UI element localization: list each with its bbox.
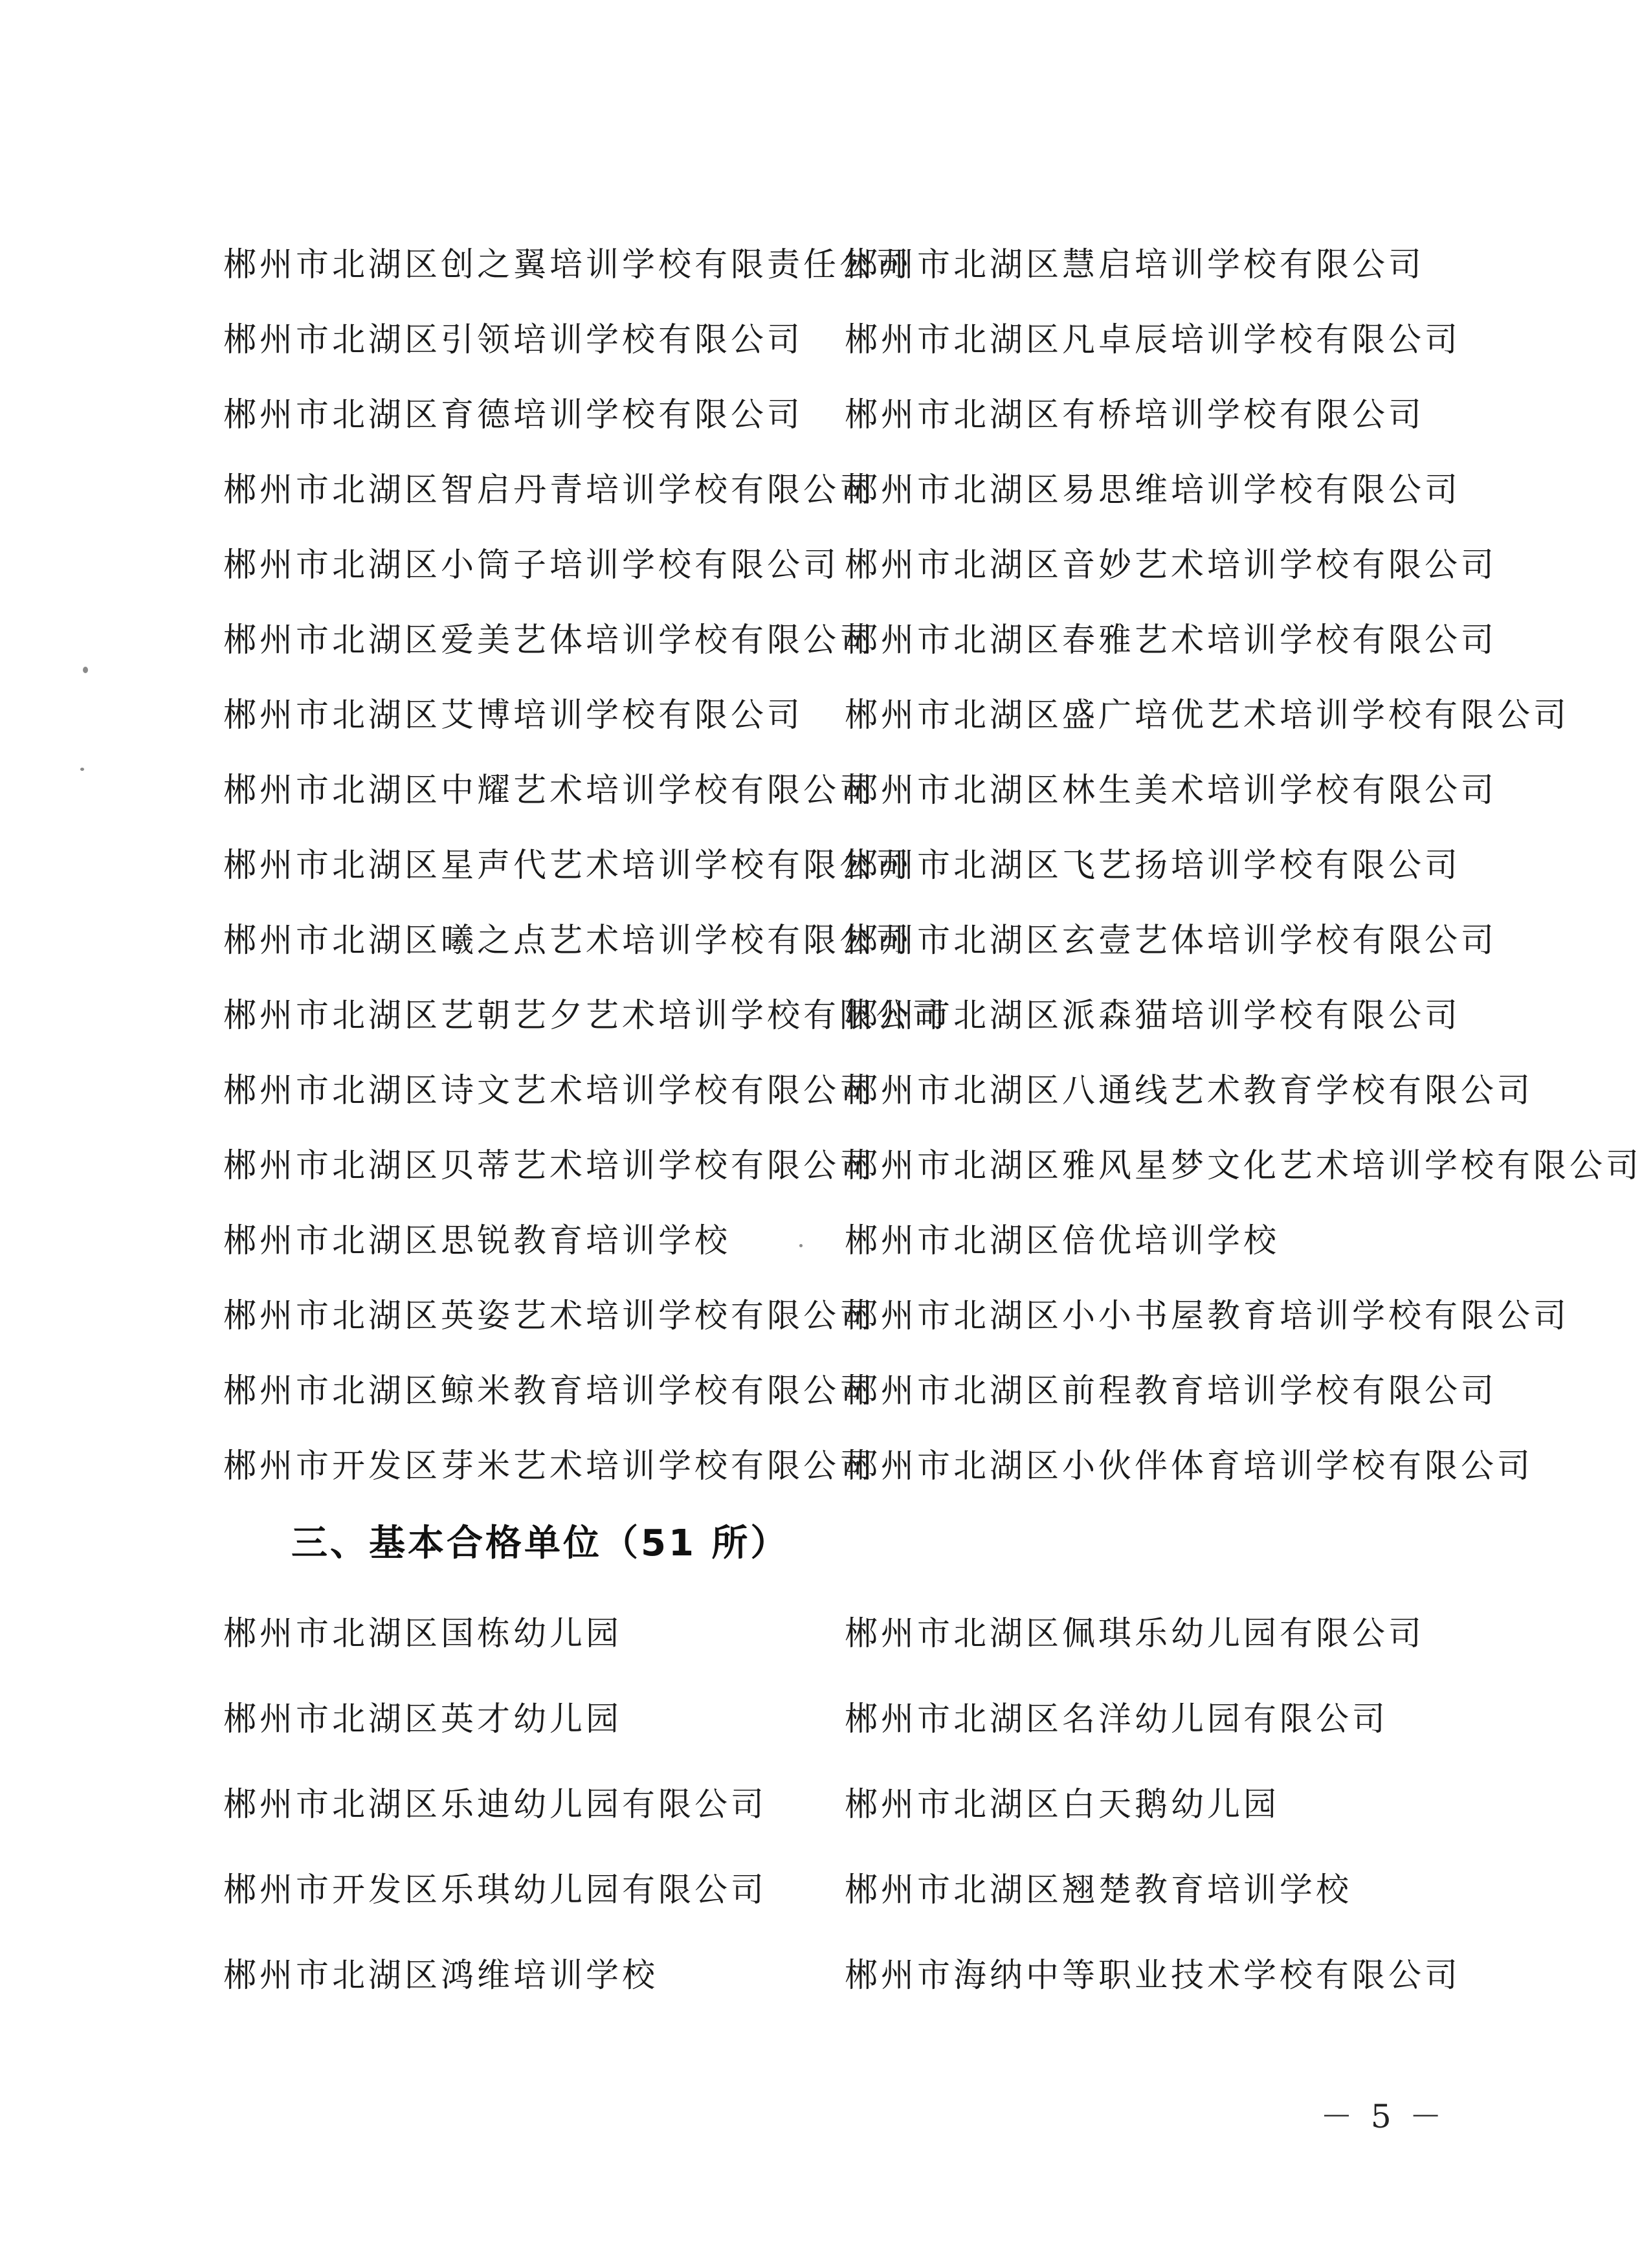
- scan-speck: [80, 768, 84, 771]
- list-item: 郴州市北湖区小小书屋教育培训学校有限公司: [845, 1297, 1570, 1335]
- list-item: 郴州市北湖区翘楚教育培训学校: [845, 1871, 1353, 1909]
- list-item: 郴州市北湖区音妙艺术培训学校有限公司: [845, 546, 1498, 584]
- qualified-units-list: [223, 243, 1642, 1519]
- list-item: 郴州市北湖区思锐教育培训学校: [223, 1222, 731, 1260]
- list-item: 郴州市北湖区有桥培训学校有限公司: [845, 396, 1425, 434]
- list-item: 郴州市北湖区中耀艺术培训学校有限公司: [223, 772, 876, 810]
- basic-qualified-units-list: [223, 1612, 1518, 2039]
- list-item: 郴州市北湖区鸿维培训学校: [223, 1957, 659, 1995]
- list-item: 郴州市北湖区前程教育培训学校有限公司: [845, 1372, 1498, 1410]
- list-item: 郴州市北湖区鲸米教育培训学校有限公司: [223, 1372, 876, 1410]
- list-item: 郴州市北湖区派森猫培训学校有限公司: [845, 997, 1461, 1035]
- list-item: 郴州市北湖区凡卓辰培训学校有限公司: [845, 321, 1461, 359]
- list-item: 郴州市海纳中等职业技术学校有限公司: [845, 1957, 1461, 1995]
- list-item: 郴州市北湖区名洋幼儿园有限公司: [845, 1700, 1389, 1739]
- list-item: 郴州市北湖区曦之点艺术培训学校有限公司: [223, 922, 913, 960]
- list-item: 郴州市北湖区佩琪乐幼儿园有限公司: [845, 1615, 1425, 1653]
- list-item: 郴州市北湖区智启丹青培训学校有限公司: [223, 471, 876, 509]
- list-item: 郴州市北湖区玄壹艺体培训学校有限公司: [845, 922, 1498, 960]
- section-heading: 三、基本合格单位（51 所）: [291, 1522, 790, 1564]
- list-item: 郴州市北湖区白天鹅幼儿园: [845, 1786, 1280, 1824]
- list-item: 郴州市北湖区贝蒂艺术培训学校有限公司: [223, 1147, 876, 1185]
- list-item: 郴州市北湖区育德培训学校有限公司: [223, 396, 804, 434]
- list-item: 郴州市开发区乐琪幼儿园有限公司: [223, 1871, 768, 1909]
- list-item: 郴州市北湖区英姿艺术培训学校有限公司: [223, 1297, 876, 1335]
- list-item: 郴州市开发区芽米艺术培训学校有限公司: [223, 1447, 876, 1485]
- list-item: 郴州市北湖区艺朝艺夕艺术培训学校有限公司: [223, 997, 949, 1035]
- list-item: 郴州市北湖区雅风星梦文化艺术培训学校有限公司: [845, 1147, 1642, 1185]
- list-item: 郴州市北湖区星声代艺术培训学校有限公司: [223, 847, 913, 885]
- list-item: 郴州市北湖区倍优培训学校: [845, 1222, 1280, 1260]
- list-item: 郴州市北湖区国栋幼儿园: [223, 1615, 623, 1653]
- list-item: 郴州市北湖区易思维培训学校有限公司: [845, 471, 1461, 509]
- list-item: 郴州市北湖区春雅艺术培训学校有限公司: [845, 621, 1498, 660]
- scan-speck: [799, 1244, 803, 1247]
- list-item: 郴州市北湖区诗文艺术培训学校有限公司: [223, 1072, 876, 1110]
- list-item: 郴州市北湖区盛广培优艺术培训学校有限公司: [845, 696, 1570, 735]
- list-item: 郴州市北湖区爱美艺体培训学校有限公司: [223, 621, 876, 660]
- page-number: － 5 －: [1320, 2098, 1446, 2135]
- list-item: 郴州市北湖区小伙伴体育培训学校有限公司: [845, 1447, 1534, 1485]
- list-item: 郴州市北湖区小筒子培训学校有限公司: [223, 546, 840, 584]
- list-item: 郴州市北湖区林生美术培训学校有限公司: [845, 772, 1498, 810]
- list-item: 郴州市北湖区引领培训学校有限公司: [223, 321, 804, 359]
- scan-speck: [83, 667, 88, 673]
- list-item: 郴州市北湖区艾博培训学校有限公司: [223, 696, 804, 735]
- list-item: 郴州市北湖区乐迪幼儿园有限公司: [223, 1786, 768, 1824]
- list-item: 郴州市北湖区慧启培训学校有限公司: [845, 246, 1425, 284]
- list-item: 郴州市北湖区飞艺扬培训学校有限公司: [845, 847, 1461, 885]
- list-item: 郴州市北湖区英才幼儿园: [223, 1700, 623, 1739]
- list-item: 郴州市北湖区八通线艺术教育学校有限公司: [845, 1072, 1534, 1110]
- list-item: 郴州市北湖区创之翼培训学校有限责任公司: [223, 246, 913, 284]
